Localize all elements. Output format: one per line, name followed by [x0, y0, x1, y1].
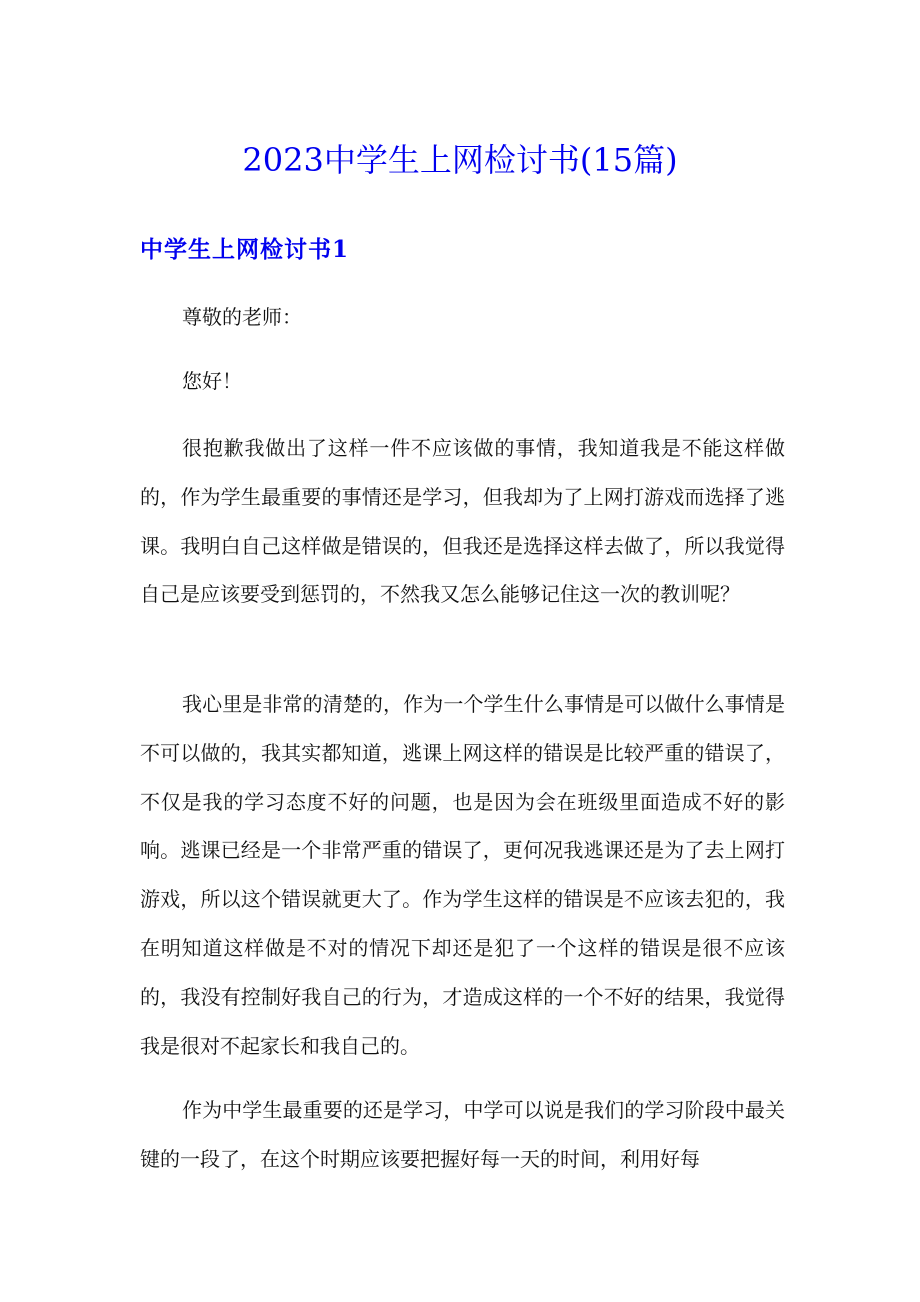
- greeting: 您好！: [182, 369, 242, 393]
- body-paragraph: 我心里是非常的清楚的，作为一个学生什么事情是可以做什么事情是不可以做的，我其实都知道，逃课上网这样的错误是比较严重的错误了，不仅是我的学习态度不好的问题，也是因为会在班级里面造成不好的影响。逃课已经是一个非常严重的错误了，更何况我逃课还是为了去上网打游戏，所以这个错误就更大了。作为学生这样的错误是不应该去犯的，我在明知道这样做是不对的情况下却还是犯了一个这样的错误是很不应该的，我没有控制好我自己的行为，才造成这样的一个不好的结果，我觉得我是很对不起家长和我自己的。: [140, 692, 785, 1058]
- section-heading: 中学生上网检讨书1: [140, 236, 350, 263]
- body-paragraph: 很抱歉我做出了这样一件不应该做的事情，我知道我是不能这样做的，作为学生最重要的事情还是学习，但我却为了上网打游戏而选择了逃课。我明白自己这样做是错误的，但我还是选择这样去做了，所以我觉得自己是应该要受到惩罚的，不然我又怎么能够记住这一次的教训呢？: [140, 436, 785, 607]
- document-title: 2023中学生上网检讨书(15篇): [242, 141, 678, 179]
- body-paragraph: 作为中学生最重要的还是学习，中学可以说是我们的学习阶段中最关键的一段了，在这个时期应该要把握好每一天的时间，利用好每: [140, 1098, 785, 1171]
- salutation: 尊敬的老师：: [182, 305, 302, 329]
